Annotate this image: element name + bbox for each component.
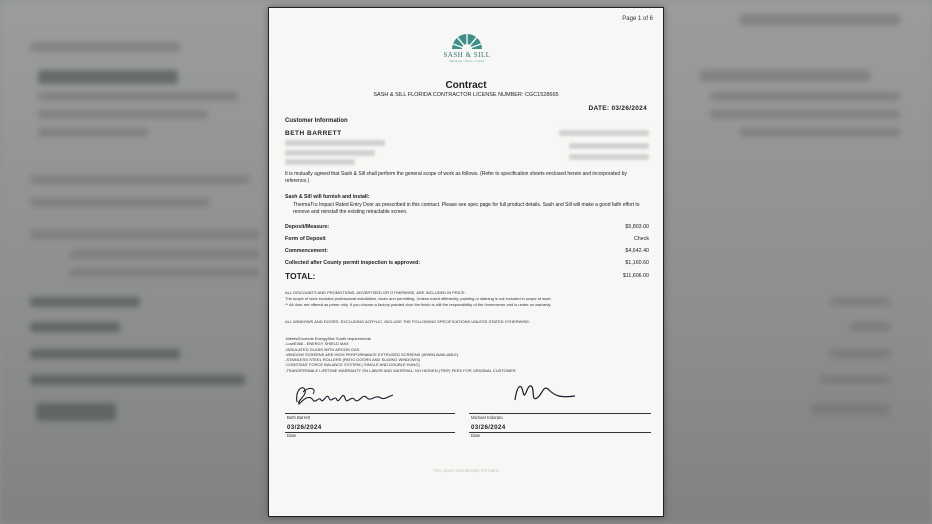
- signer-name-right: Michael Indorato: [471, 415, 503, 420]
- spec-item: -WINDOW SCREENS ARE HIGH PERFORMANCE EXTRUDED SCREENS (WHEN AVAILABLE): [285, 351, 459, 357]
- fine-print-2: The scope of work includes professional installation, taxes and permitting. Unless noted differently, painting or staining is not included in scope of work.: [285, 296, 552, 301]
- payment-row-deposit: [285, 224, 649, 230]
- contractor-signature: [509, 374, 579, 408]
- spec-item: -INSULATED GLASS WITH ARGON GAS: [285, 346, 360, 352]
- customer-name: BETH BARRETT: [285, 130, 342, 137]
- contract-date: DATE: 03/26/2024: [588, 105, 647, 112]
- spec-heading: ALL WINDOWS AND DOORS, EXCLUDING ACRYLIC, INCLUDE THE FOLLOWING SPECIFICATIONS UNLESS STATED OTHERWISE:: [285, 319, 531, 324]
- customer-signature: [289, 378, 399, 410]
- total-row: [285, 271, 649, 281]
- payment-row-commencement: [285, 248, 649, 254]
- agreement-text: It is mutually agreed that Sash & Sill shall perform the general scope of work as follows. (Refer to specification sheets enclosed herein and incorporated by reference.): [285, 171, 627, 184]
- payment-label: Commencement:: [285, 248, 328, 254]
- brand-name: SASH & SILL: [443, 51, 491, 59]
- payment-value: $5,803.00: [625, 224, 649, 230]
- signature-line-left: [285, 413, 455, 414]
- blank-space-note: This space intentionally left blank: [432, 468, 500, 473]
- redacted-address: [285, 140, 385, 146]
- payment-value: Check: [633, 236, 649, 242]
- page-number: Page 1 of 6: [622, 16, 653, 22]
- date-line-left: [285, 432, 455, 433]
- furnish-heading: Sash & Sill will furnish and install:: [285, 194, 370, 200]
- sunburst-logo-icon: [450, 30, 484, 50]
- redacted-phone: [285, 159, 355, 165]
- brand-tagline: Windows • Doors • Impact: [449, 59, 485, 63]
- fine-print-1: ALL DISCOUNTS AND PROMOTIONS, ADVERTISED OR OTHERWISE, ARE INCLUDED IN PRICE.: [285, 290, 466, 295]
- spec-list: [285, 336, 516, 373]
- spec-item: -TRANSFERABLE LIFETIME WARRANTY ON LABOR AND MATERIAL; NO HIDDEN (TRIP) FEES FOR ORIGINAL CUSTOMER: [285, 367, 516, 373]
- total-label: TOTAL:: [285, 271, 316, 281]
- furnish-description: ThermaTru Impact Rated Entry Door as prescribed in this contract. Please see spec page for full product details. Sash and Sill will make a good faith effort to remove and reinstall the existing retractable screen.: [293, 202, 640, 215]
- spec-item: -STAINLESS STEEL ROLLERS (PATIO DOORS AND SLIDING WINDOWS): [285, 357, 421, 363]
- date-label-right: Date: [471, 433, 481, 438]
- redacted-city: [285, 150, 375, 156]
- contract-page: [268, 7, 664, 517]
- redacted-field: [569, 143, 649, 149]
- signature-line-right: [469, 413, 651, 414]
- date-line-right: [469, 432, 651, 433]
- redacted-field: [559, 130, 649, 136]
- payment-row-permit: [285, 260, 649, 266]
- sign-date-right: 03/26/2024: [471, 424, 506, 431]
- payment-label: Deposit/Measure:: [285, 224, 330, 230]
- spec-item: -LowE366 - ENERGY SHIELD MAX: [285, 341, 349, 347]
- license-number: SASH & SILL FLORIDA CONTRACTOR LICENSE NUMBER: CGC1528665: [373, 92, 559, 98]
- payment-value: $1,160.60: [625, 260, 649, 266]
- payment-label: Form of Deposit: [285, 236, 326, 242]
- payment-row-form: [285, 236, 649, 242]
- signer-name-left: Beth Barrett: [287, 415, 310, 420]
- payment-value: $4,642.40: [625, 248, 649, 254]
- date-label-left: Date: [287, 433, 297, 438]
- spec-item: -Meets/Exceeds EnergyStar South requirements: [285, 336, 371, 341]
- fine-print-3: ** All door are offered as prime only. If you choose a factory painted door the finish is still the responsibility of the homeowner and is under no warranty: [285, 302, 551, 307]
- sash-and-sill-logo: [437, 30, 497, 63]
- redacted-field: [569, 154, 649, 160]
- spec-item: -CONSTANT FORCE BALANCE SYSTEM ( SINGLE AND DOUBLE HUNG): [285, 362, 420, 368]
- total-value: $11,606.00: [622, 273, 649, 279]
- sign-date-left: 03/26/2024: [287, 424, 322, 431]
- customer-info-heading: Customer Information: [285, 118, 348, 124]
- contract-title: Contract: [445, 80, 487, 91]
- payment-label: Collected after County permit inspection is approved:: [285, 260, 421, 266]
